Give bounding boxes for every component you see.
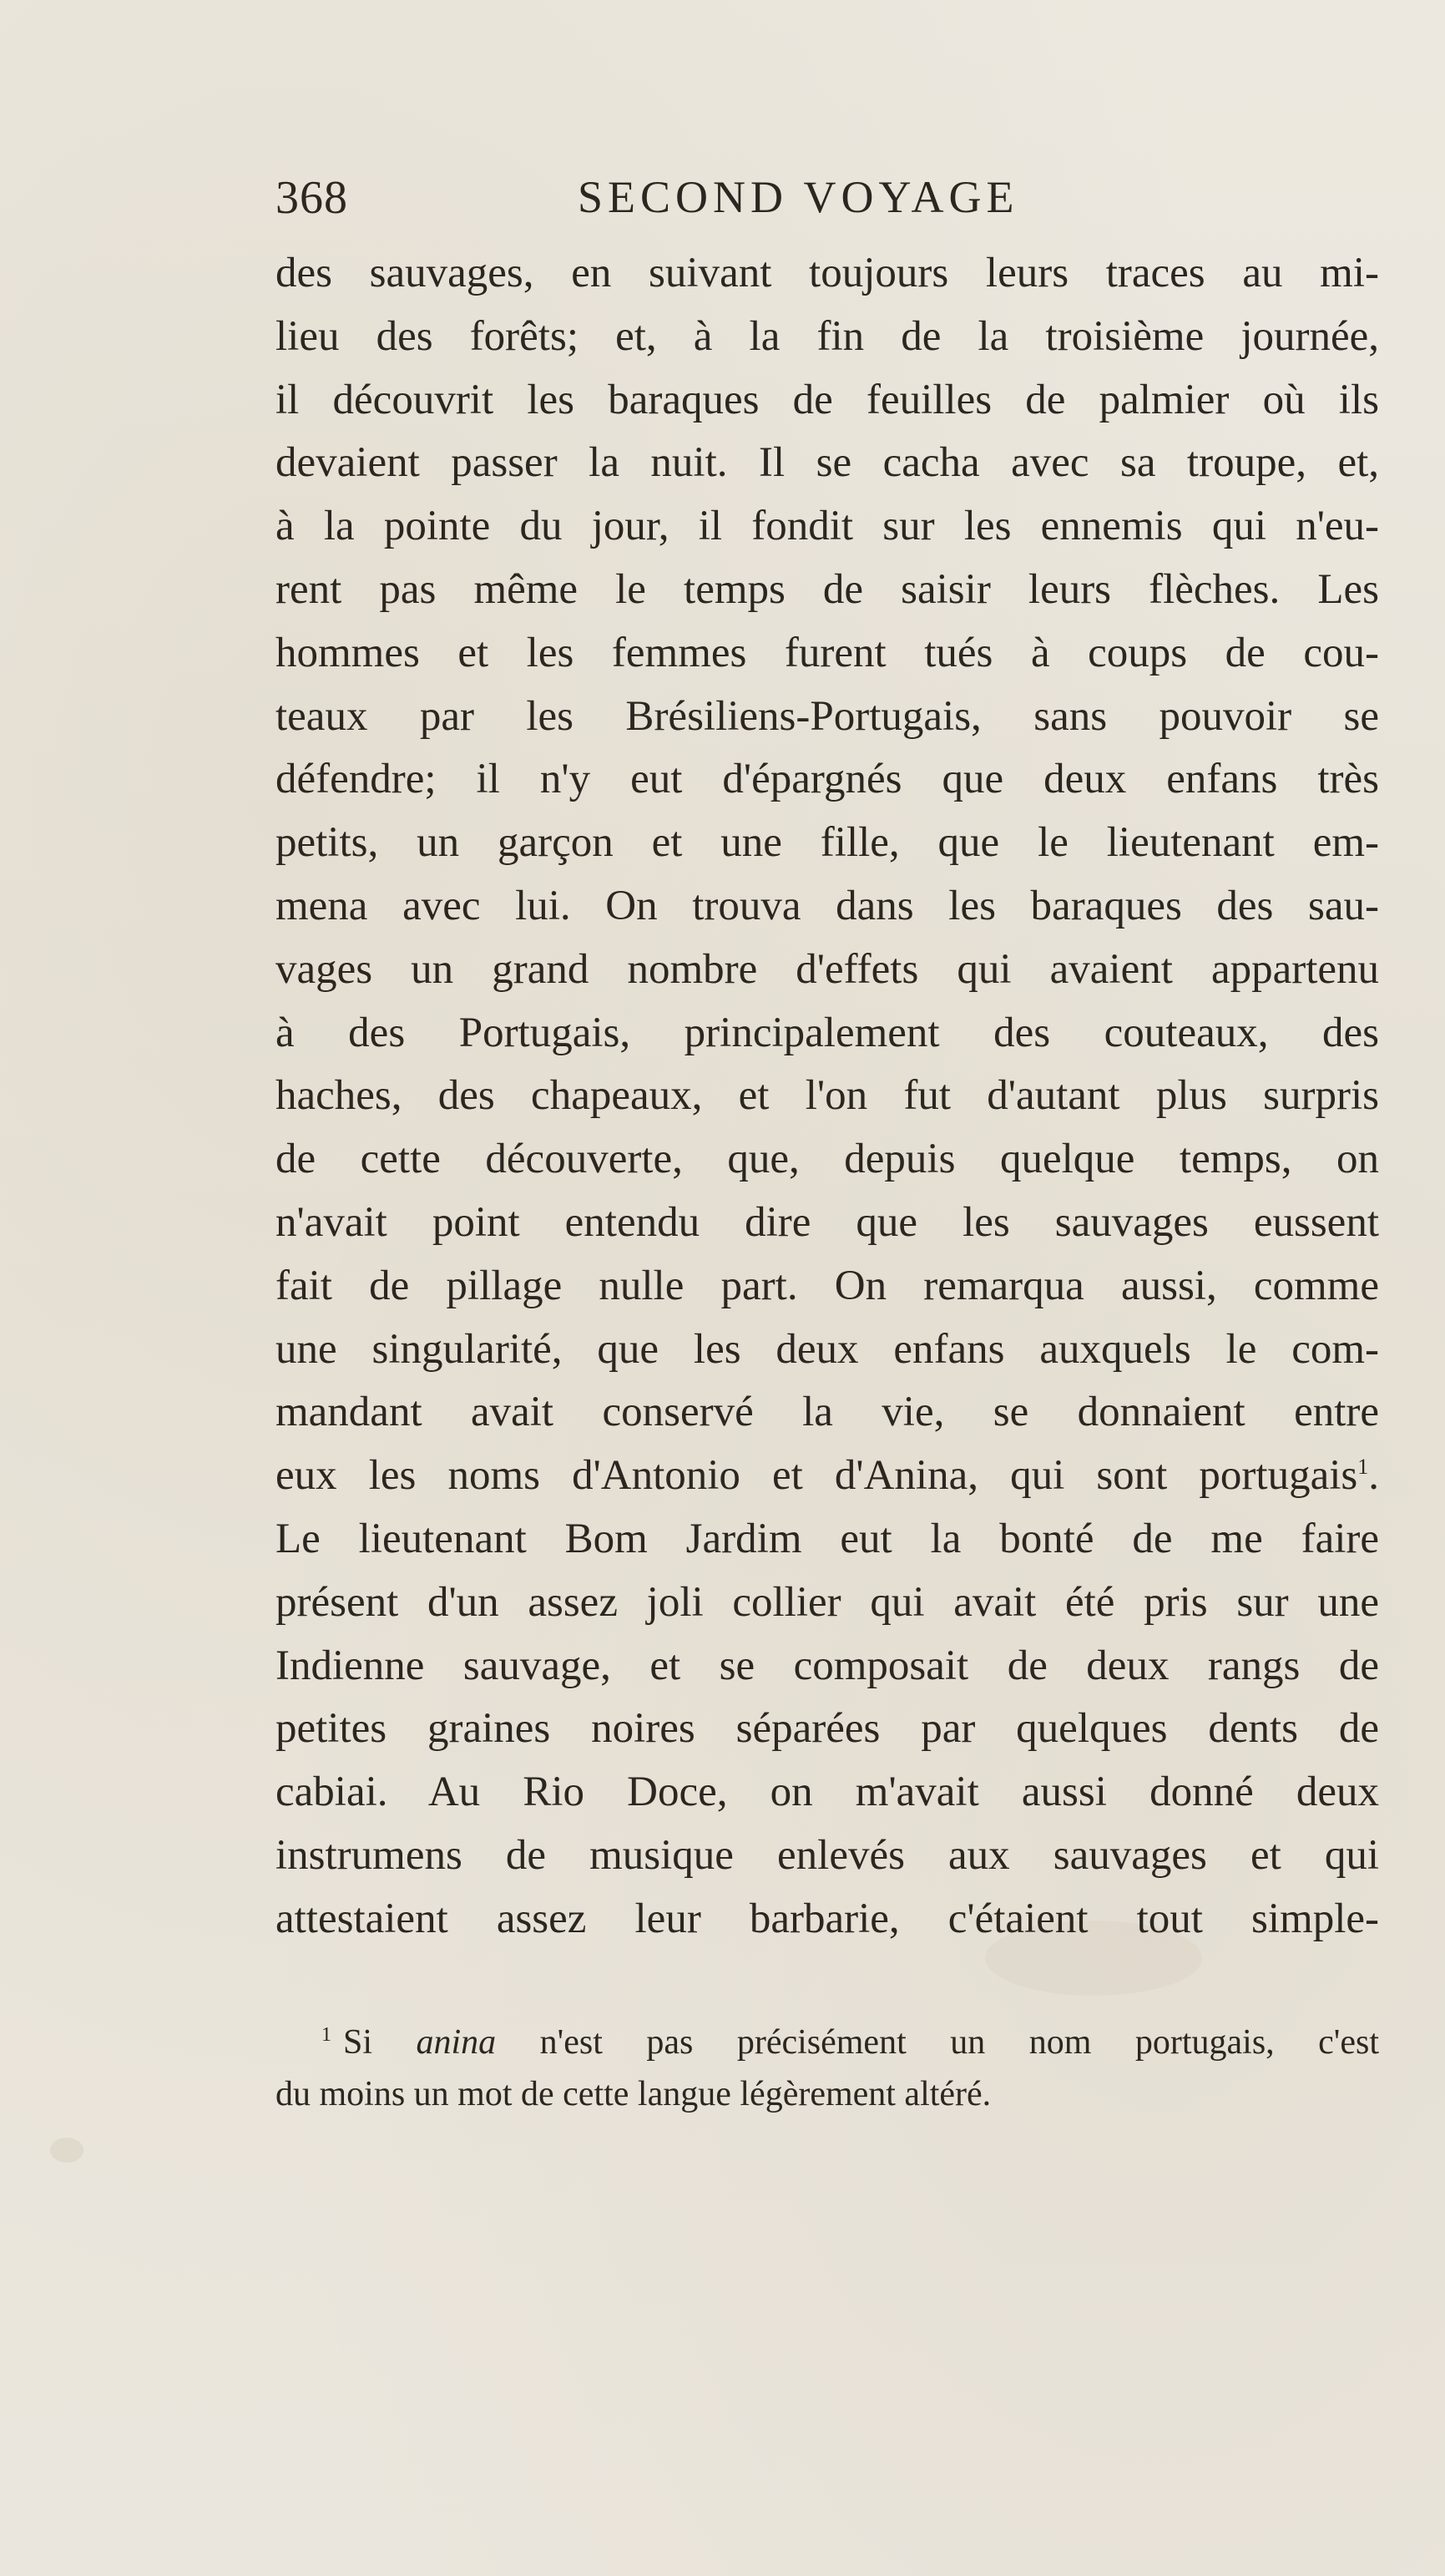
text-line: teaux par les Brésiliens-Portugais, sans pouvoir se: [275, 692, 1379, 740]
footnote-prefix: Si: [343, 2023, 373, 2062]
body-text: [275, 242, 1379, 1951]
text-line: instrumens de musique enlevés aux sauvages et qui: [275, 1831, 1379, 1879]
text-line: à la pointe du jour, il fondit sur les ennemis qui n'eu-: [275, 503, 1379, 550]
footnote: [275, 2017, 1379, 2120]
text-line: vages un grand nombre d'effets qui avaient appartenu: [275, 945, 1379, 993]
footnote-italic-word: anina: [416, 2023, 497, 2062]
text-line: rent pas même le temps de saisir leurs flèches. Les: [275, 565, 1379, 613]
paper-stain: [50, 2138, 83, 2163]
text-line: fait de pillage nulle part. On remarqua aussi, comme: [275, 1262, 1379, 1309]
running-title: SECOND VOYAGE: [578, 172, 1019, 222]
footnote-text: n'est pas précisément un nom portugais, c'est: [539, 2023, 1379, 2062]
text-line: hommes et les femmes furent tués à coups de cou-: [275, 629, 1379, 676]
text-line: présent d'un assez joli collier qui avait été pris sur une: [275, 1578, 1379, 1626]
text-line: il découvrit les baraques de feuilles de palmier où ils: [275, 376, 1379, 423]
running-header: [275, 171, 1379, 238]
text-line: haches, des chapeaux, et l'on fut d'autant plus surpris: [275, 1072, 1379, 1120]
text-line: une singularité, que les deux enfans auxquels le com-: [275, 1325, 1379, 1373]
footnote-mark: 1: [321, 2024, 331, 2046]
text-line: petites graines noires séparées par quelques dents de: [275, 1705, 1379, 1753]
text-line-with-footnote-ref: [275, 1445, 1379, 1508]
text-line: mena avec lui. On trouva dans les baraques des sau-: [275, 882, 1379, 929]
text-line: lieu des forêts; et, à la fin de la troisième journée,: [275, 312, 1379, 360]
text-line: à des Portugais, principalement des couteaux, des: [275, 1009, 1379, 1056]
text-line: Le lieutenant Bom Jardim eut la bonté de me faire: [275, 1515, 1379, 1562]
text-line: Indienne sauvage, et se composait de deux rangs de: [275, 1642, 1379, 1689]
text-line: défendre; il n'y eut d'épargnés que deux enfans très: [275, 756, 1379, 803]
text-line: de cette découverte, que, depuis quelque temps, on: [275, 1136, 1379, 1183]
text-line: n'avait point entendu dire que les sauvages eussent: [275, 1198, 1379, 1246]
text-line: des sauvages, en suivant toujours leurs traces au mi-: [275, 250, 1379, 296]
text-line: mandant avait conservé la vie, se donnaient entre: [275, 1389, 1379, 1436]
footnote-reference: 1: [1357, 1455, 1369, 1480]
page-number: 368: [275, 172, 348, 224]
text-line: attestaient assez leur barbarie, c'étaient tout simple-: [275, 1895, 1379, 1942]
text-line: cabiai. Au Rio Doce, on m'avait aussi donné deux: [275, 1769, 1379, 1816]
footnote-line: du moins un mot de cette langue légèrement altéré.: [275, 2075, 992, 2113]
text-line-content: eux les noms d'Antonio et d'Anina, qui sont portugais: [275, 1452, 1358, 1500]
text-line: petits, un garçon et une fille, que le lieutenant em-: [275, 819, 1379, 867]
footnote-ref-period: .: [1368, 1452, 1379, 1500]
footnote-line: [275, 2017, 1379, 2068]
text-line: devaient passer la nuit. Il se cacha avec sa troupe, et,: [275, 439, 1379, 487]
